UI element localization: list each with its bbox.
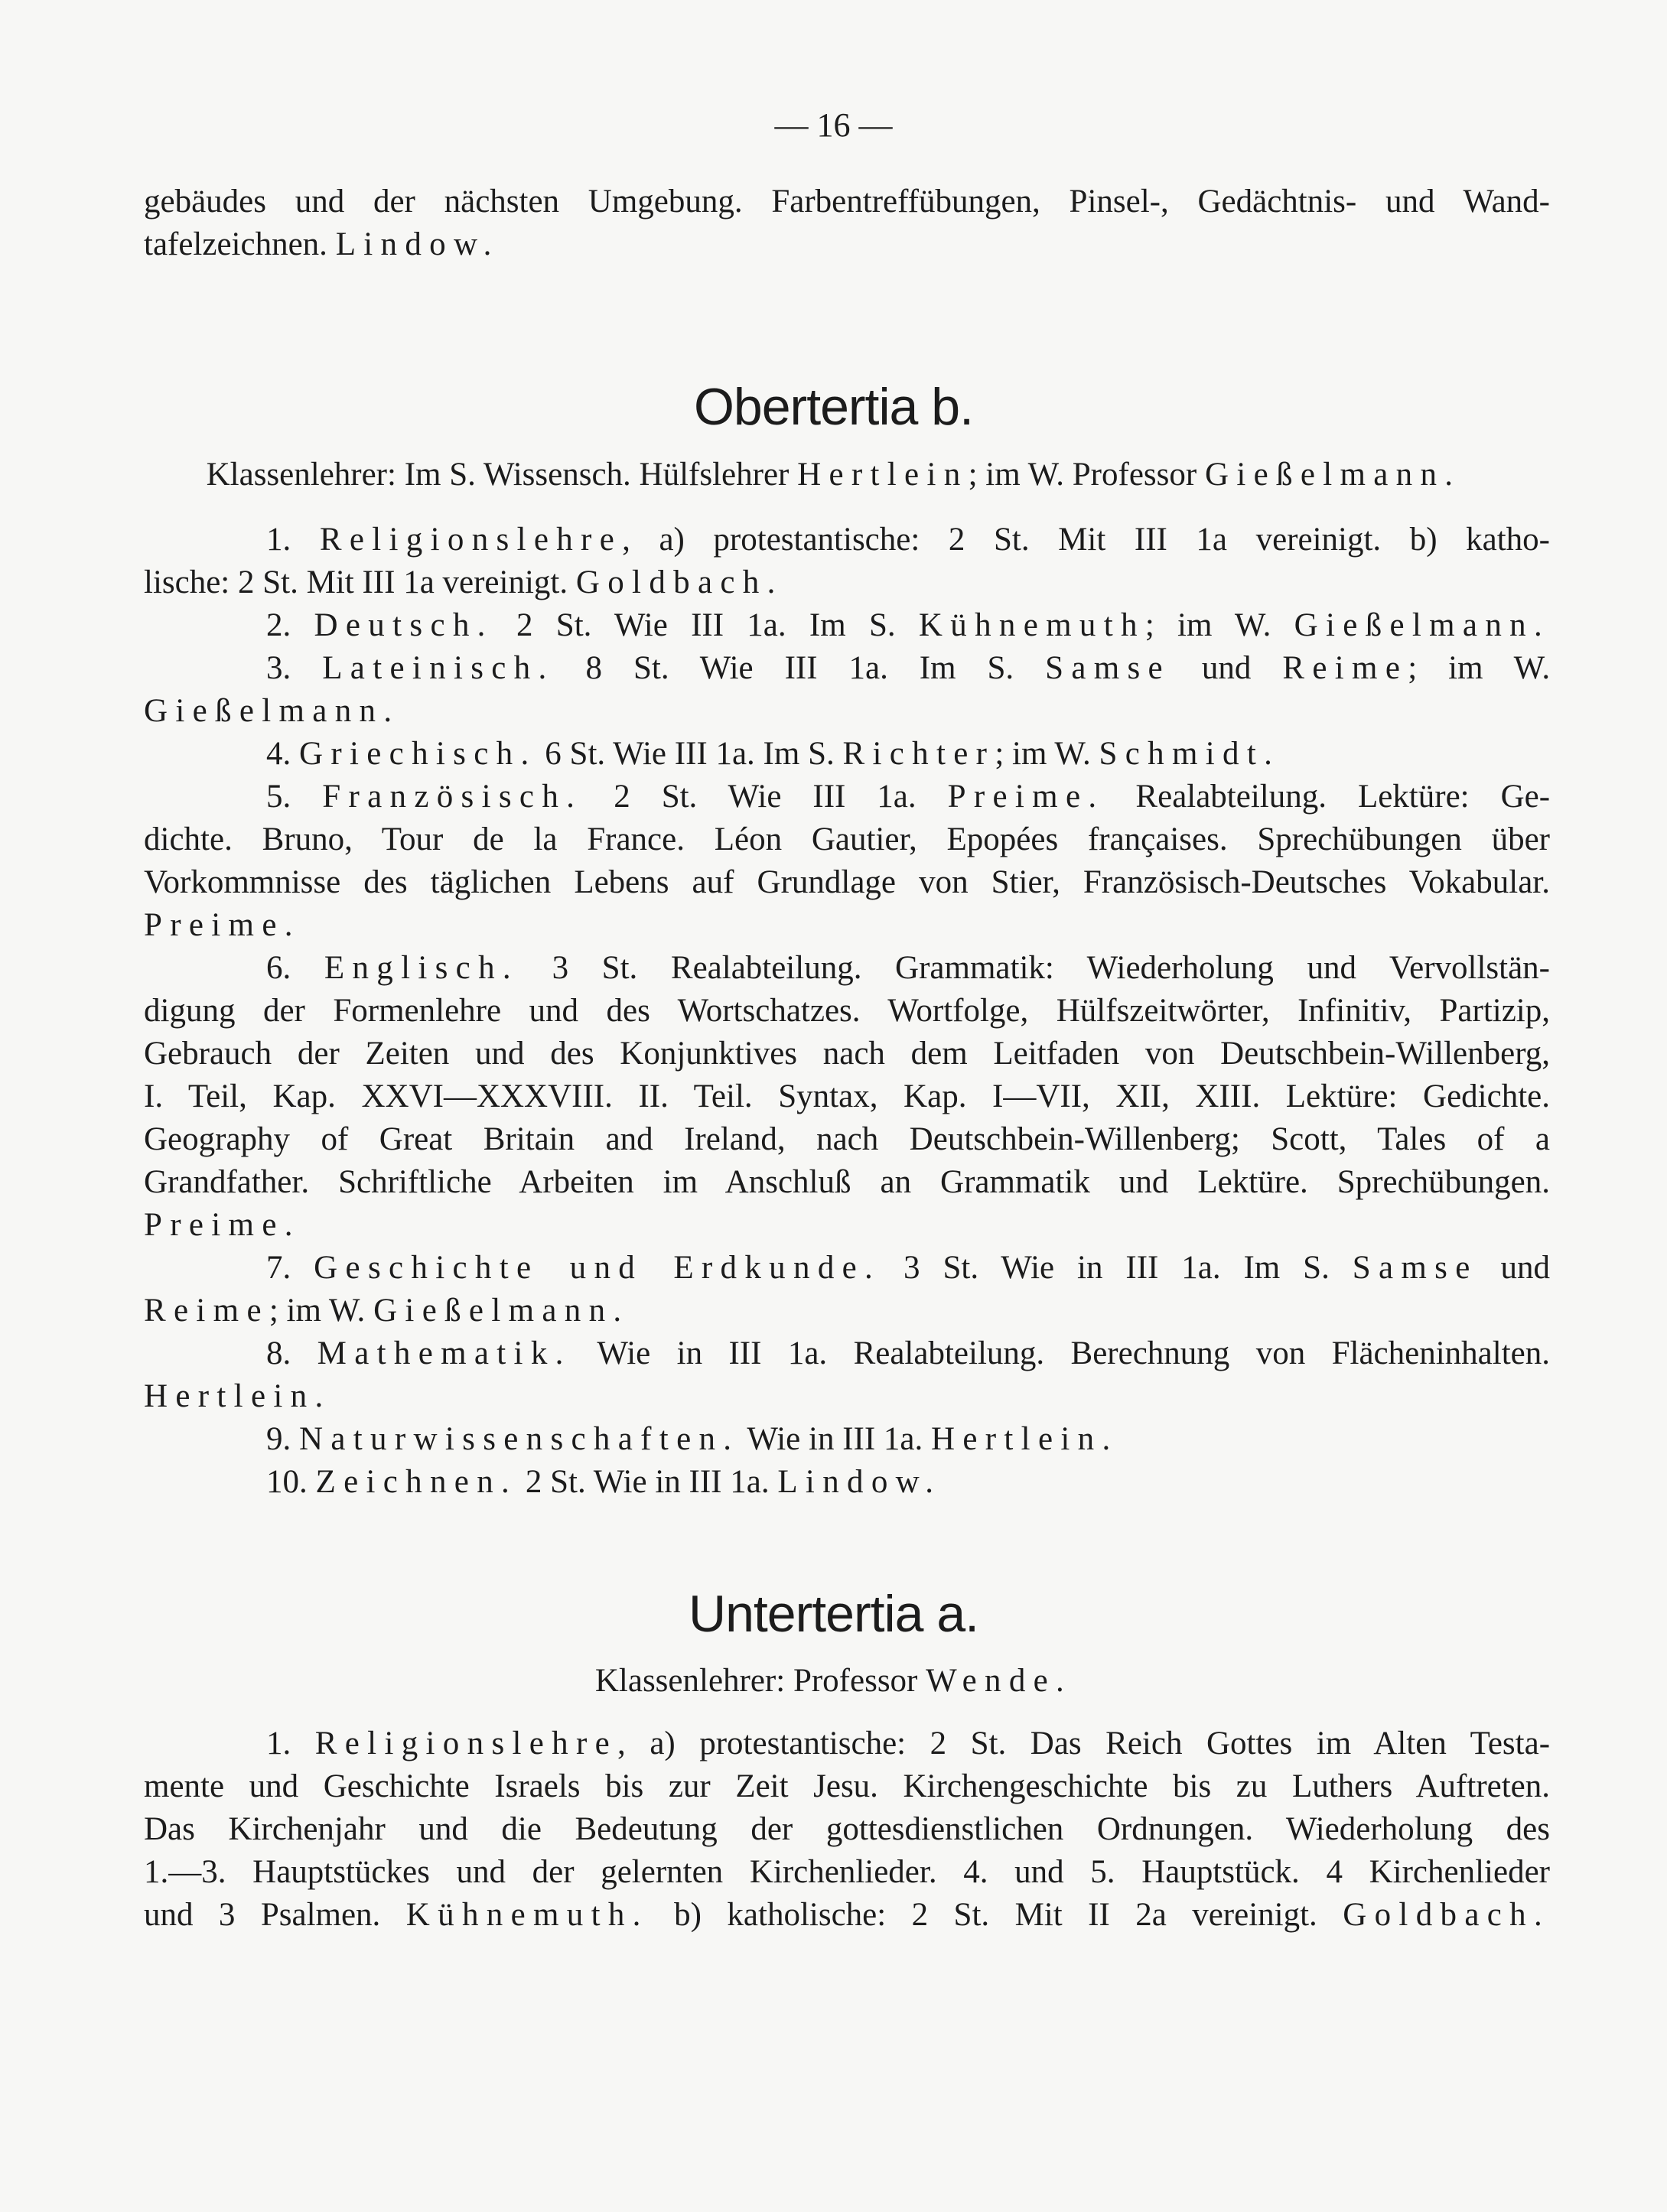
- subject-deutsch: 2. Deutsch. 2 St. Wie III 1a. Im S. Kühnemuth; im W. Gießelmann.: [266, 607, 1551, 643]
- class-teacher-line-ua: Klassenlehrer: Professor Wende.: [594, 1663, 1073, 1699]
- subject-englisch-line-4: I. Teil, Kap. XXVI—XXXVIII. II. Teil. Syntax, Kap. I—VII, XII, XIII. Lektüre: Gedichte.: [144, 1078, 1550, 1114]
- subject-englisch-line-5: Geography of Great Britain and Ireland, nach Deutschbein-Willenberg; Scott, Tales of a: [144, 1121, 1550, 1157]
- subject-englisch-line-6: Grandfather. Schriftliche Arbeiten im Anschluß an Grammatik und Lektüre. Sprechübungen.: [144, 1164, 1550, 1200]
- subject-franzoesisch-line-4: Preime.: [144, 907, 301, 943]
- ua-religion-line-2: mente und Geschichte Israels bis zur Zeit Jesu. Kirchengeschichte bis zu Luthers Auftreten.: [144, 1768, 1550, 1804]
- subject-englisch-line-7: Preime.: [144, 1207, 301, 1243]
- ua-religion-line-1: 1. Religionslehre, a) protestantische: 2 St. Das Reich Gottes im Alten Testa-: [266, 1726, 1551, 1761]
- subject-religion-line-1: 1. Religionslehre, a) protestantische: 2 St. Mit III 1a vereinigt. b) katho-: [266, 522, 1550, 558]
- subject-zeichnen: 10. Zeichnen. 2 St. Wie in III 1a. Lindow.: [266, 1464, 942, 1500]
- subject-latein-line-2: Gießelmann.: [144, 693, 400, 729]
- subject-mathematik-line-2: Hertlein.: [144, 1378, 331, 1414]
- intro-line-1: gebäudes und der nächsten Umgebung. Farbentreffübungen, Pinsel-, Gedächtnis- und Wand-: [144, 184, 1550, 220]
- subject-geschichte-line-1: 7. Geschichte und Erdkunde. 3 St. Wie in III 1a. Im S. Samse und: [266, 1250, 1551, 1286]
- ua-religion-line-4: 1.—3. Hauptstückes und der gelernten Kirchenlieder. 4. und 5. Hauptstück. 4 Kirchenlieder: [144, 1854, 1550, 1890]
- subject-griechisch: 4. Griechisch. 6 St. Wie III 1a. Im S. Richter; im W. Schmidt.: [266, 736, 1281, 772]
- subject-englisch-line-1: 6. Englisch. 3 St. Realabteilung. Grammatik: Wiederholung und Vervollstän-: [266, 950, 1551, 986]
- subject-naturwissenschaften: 9. Naturwissenschaften. Wie in III 1a. Hertlein.: [266, 1421, 1118, 1457]
- ua-religion-line-5: und 3 Psalmen. Kühnemuth. b) katholische: 2 St. Mit II 2a vereinigt. Goldbach.: [144, 1897, 1551, 1933]
- class-teacher-line: Klassenlehrer: Im S. Wissensch. Hülfslehrer Hertlein; im W. Professor Gießelmann.: [206, 457, 1461, 493]
- subject-mathematik-line-1: 8. Mathematik. Wie in III 1a. Realabteilung. Berechnung von Flächeninhalten.: [266, 1335, 1550, 1371]
- subject-franzoesisch-line-1: 5. Französisch. 2 St. Wie III 1a. Preime. Realabteilung. Lektüre: Ge-: [266, 779, 1551, 815]
- subject-religion-line-2: lische: 2 St. Mit III 1a vereinigt. Goldbach.: [144, 564, 783, 600]
- intro-line-2: tafelzeichnen. Lindow.: [144, 226, 500, 262]
- teacher-name: Lindow.: [335, 226, 500, 262]
- section-heading-obertertia-b: Obertertia b.: [694, 378, 973, 436]
- subject-franzoesisch-line-3: Vorkommnisse des täglichen Lebens auf Grundlage von Stier, Französisch-Deutsches Vokabular.: [144, 864, 1550, 900]
- ua-religion-line-3: Das Kirchenjahr und die Bedeutung der gottesdienstlichen Ordnungen. Wiederholung des: [144, 1811, 1550, 1847]
- subject-franzoesisch-line-2: dichte. Bruno, Tour de la France. Léon Gautier, Epopées françaises. Sprechübungen über: [144, 821, 1550, 857]
- section-heading-untertertia-a: Untertertia a.: [688, 1585, 979, 1643]
- subject-geschichte-line-2: Reime; im W. Gießelmann.: [144, 1293, 630, 1329]
- page-number: — 16 —: [774, 106, 893, 144]
- subject-englisch-line-2: digung der Formenlehre und des Wortschatzes. Wortfolge, Hülfszeitwörter, Infinitiv, Partizip,: [144, 993, 1550, 1029]
- subject-latein-line-1: 3. Lateinisch. 8 St. Wie III 1a. Im S. Samse und Reime; im W.: [266, 650, 1551, 686]
- subject-englisch-line-3: Gebrauch der Zeiten und des Konjunktives nach dem Leitfaden von Deutschbein-Willenberg,: [144, 1036, 1550, 1072]
